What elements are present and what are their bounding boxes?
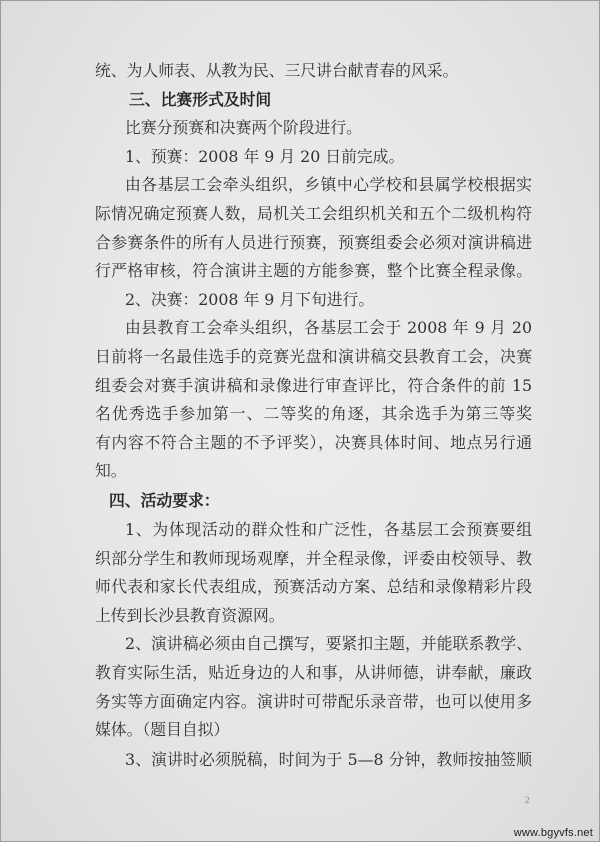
paragraph-line: 师代表和家长代表组成，预赛活动方案、总结和录像精彩片段 bbox=[95, 577, 532, 597]
document-body bbox=[95, 57, 532, 775]
paragraph-line: 知。 bbox=[95, 461, 127, 481]
paragraph-line: 2、演讲稿必须由自己撰写，要紧扣主题，并能联系教学、 bbox=[125, 634, 532, 654]
paragraph-line: 媒体。（题目自拟） bbox=[95, 720, 230, 740]
site-watermark: www.bgyvfs.net bbox=[513, 827, 593, 839]
paragraph-line: 1、为体现活动的群众性和广泛性，各基层工会预赛要组 bbox=[125, 520, 532, 539]
paragraph-line: 务实等方面确定内容。演讲时可带配乐录音带，也可以使用多 bbox=[95, 691, 532, 711]
paragraph-line: 织部分学生和教师现场观摩，并全程录像，评委由校领导、教 bbox=[95, 548, 532, 568]
paragraph-line: 行严格审核，符合演讲主题的方能参赛，整个比赛全程录像。 bbox=[95, 261, 532, 281]
paragraph-line: 有内容不符合主题的不予评奖），决赛具体时间、地点另行通 bbox=[95, 432, 532, 452]
subheading-preliminary: 1、预赛：2008 年 9 月 20 日前完成。 bbox=[125, 146, 405, 166]
paragraph-line: 统、为人师表、从教为民、三尺讲台献青春的风采。 bbox=[95, 61, 459, 80]
subheading-final: 2、决赛：2008 年 9 月下旬进行。 bbox=[125, 289, 375, 309]
paragraph-line: 日前将一名最佳选手的竞赛光盘和演讲稿交县教育工会，决赛 bbox=[95, 346, 532, 366]
paragraph-line: 由各基层工会牵头组织，乡镇中心学校和县属学校根据实 bbox=[125, 175, 532, 195]
paragraph-line: 合参赛条件的所有人员进行预赛，预赛组委会必须对演讲稿进 bbox=[95, 232, 532, 252]
section-heading-competition-format: 三、比赛形式及时间 bbox=[129, 89, 272, 109]
section-heading-activity-requirements: 四、活动要求： bbox=[109, 491, 220, 511]
paragraph-line: 教育实际生活，贴近身边的人和事，从讲师德，讲奉献，廉政 bbox=[95, 662, 532, 682]
page-number: 2 bbox=[525, 795, 530, 805]
paragraph-line: 组委会对赛手演讲稿和录像进行审查评比，符合条件的前 15 bbox=[95, 375, 532, 395]
paragraph-line: 比赛分预赛和决赛两个阶段进行。 bbox=[125, 118, 362, 138]
paragraph-line: 上传到长沙县教育资源网。 bbox=[95, 605, 285, 625]
paragraph-line: 由县教育工会牵头组织，各基层工会于 2008 年 9 月 20 bbox=[125, 318, 532, 338]
paragraph-line: 名优秀选手参加第一、二等奖的角逐，其余选手为第三等奖 bbox=[95, 404, 532, 424]
paragraph-line: 际情况确定预赛人数，局机关工会组织机关和五个二级机构符 bbox=[95, 203, 532, 223]
paragraph-line: 3、演讲时必须脱稿，时间为于 5—8 分钟，教师按抽签顺 bbox=[125, 750, 532, 770]
